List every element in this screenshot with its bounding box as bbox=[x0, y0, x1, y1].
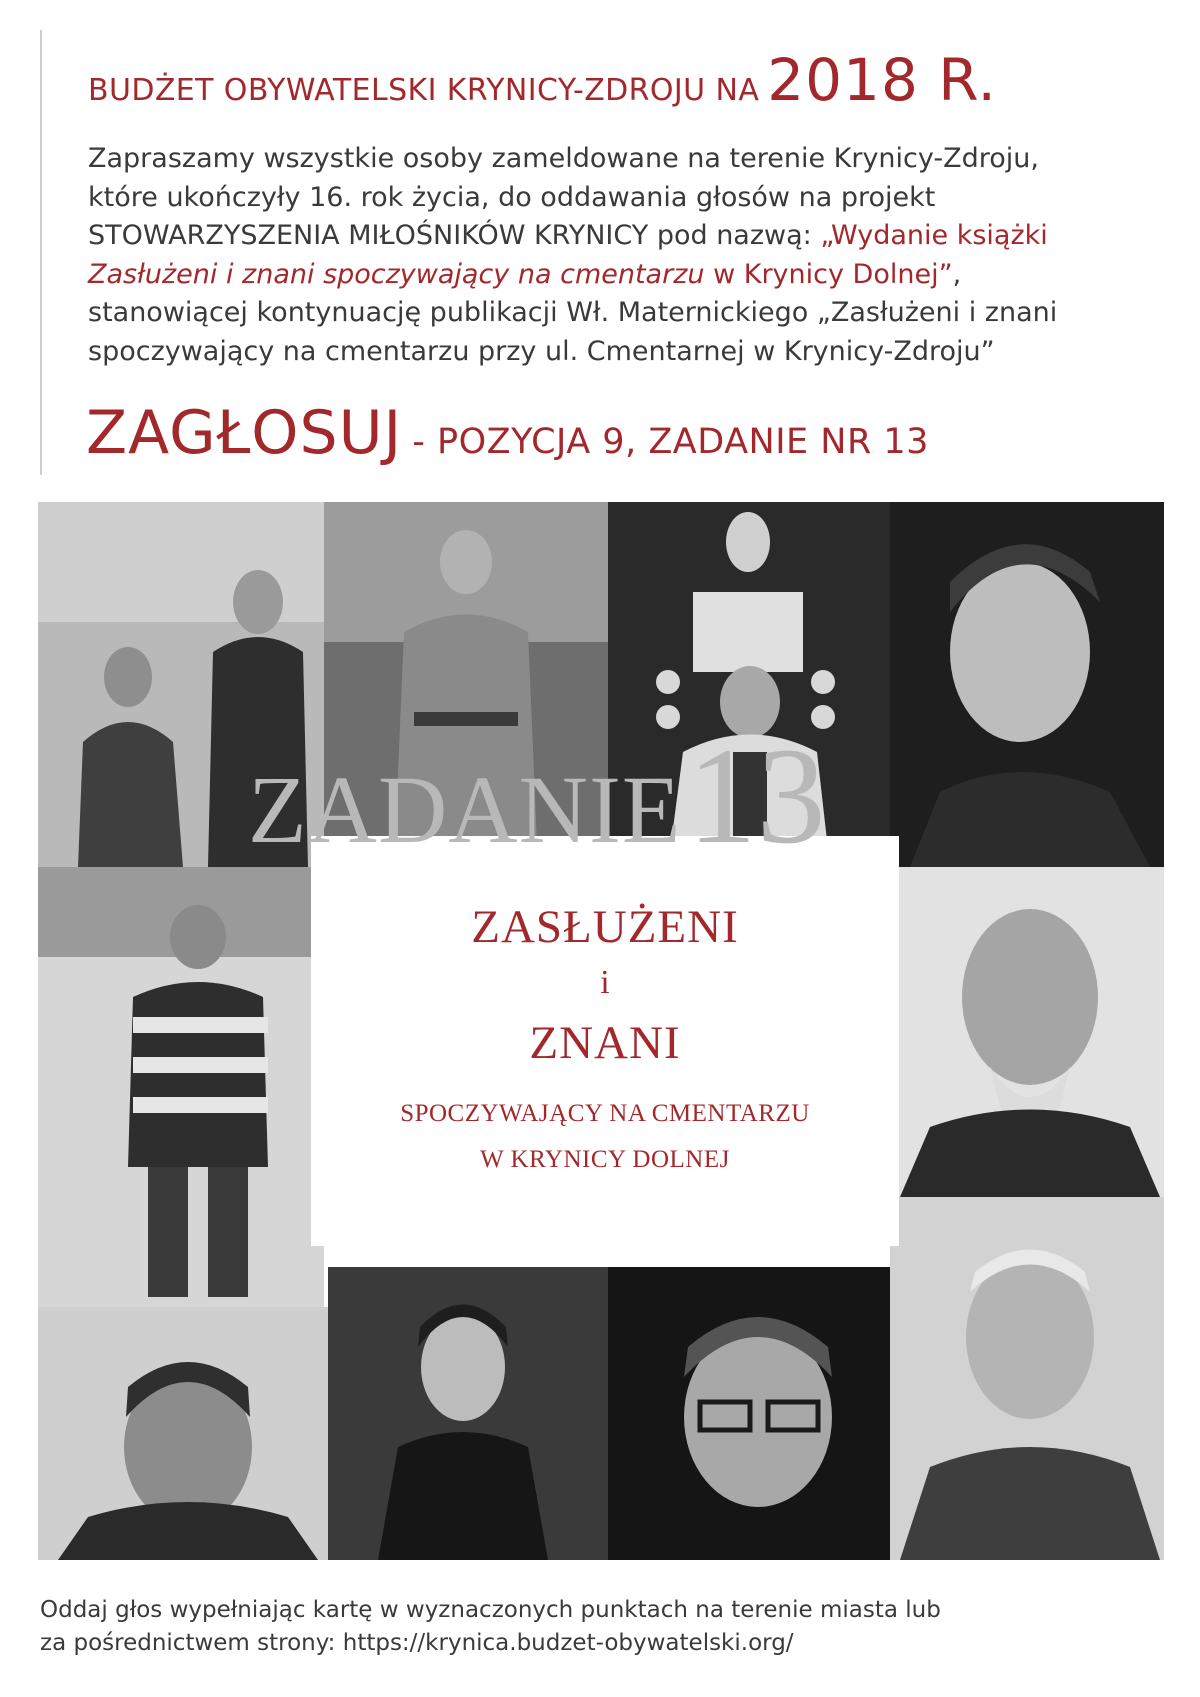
book-subtitle-line-1: SPOCZYWAJĄCY NA CMENTARZU bbox=[400, 1100, 810, 1127]
footer-line-2: za pośrednictwem strony: https://krynica.budzet-obywatelski.org/ bbox=[40, 1630, 794, 1656]
photo-hockey-player bbox=[38, 867, 324, 1307]
header-title-text: BUDŻET OBYWATELSKI KRYNICY-ZDROJU NA bbox=[88, 73, 760, 108]
book-title-line-1: ZASŁUŻENI bbox=[471, 901, 739, 953]
header-year: 2018 R. bbox=[767, 46, 997, 114]
overlay-word: ZADANIE bbox=[248, 756, 682, 863]
footer-line-1: Oddaj głos wypełniając kartę w wyznaczonych punktach na terenie miasta lub bbox=[40, 1597, 941, 1623]
book-cover-panel bbox=[311, 836, 899, 1246]
photo-bearded-man-image bbox=[890, 867, 1164, 1197]
intro-line-4 bbox=[88, 256, 1188, 295]
vote-big-text: ZAGŁOSUJ bbox=[86, 398, 403, 468]
intro-line-4-comma: , bbox=[952, 258, 962, 290]
photo-hockey-player-image bbox=[38, 867, 324, 1307]
footer-text bbox=[40, 1594, 1160, 1660]
book-subtitle-line-2: W KRYNICY DOLNEJ bbox=[480, 1146, 730, 1173]
overlay-number: 13 bbox=[687, 719, 826, 872]
photo-elderly-man-image bbox=[890, 1197, 1164, 1560]
photo-bearded-man bbox=[890, 867, 1164, 1197]
intro-line-3-project: „Wydanie książki bbox=[820, 220, 1048, 251]
vote-position-text: - POZYCJA 9, ZADANIE NR 13 bbox=[412, 422, 929, 462]
photo-woman bbox=[328, 1267, 608, 1560]
intro-line-6: spoczywający na cmentarzu przy ul. Cmentarnej w Krynicy-Zdroju” bbox=[88, 335, 995, 367]
intro-paragraph bbox=[88, 140, 1188, 371]
photo-man-skier bbox=[38, 1307, 328, 1560]
intro-line-4-project-title: Zasłużeni i znani spoczywający na cmentarzu bbox=[88, 258, 705, 290]
intro-line-5: stanowiącej kontynuację publikacji Wł. Maternickiego „Zasłużeni i znani bbox=[88, 297, 1058, 328]
vote-callout bbox=[86, 398, 1186, 468]
intro-line-4-project-end: w Krynicy Dolnej” bbox=[704, 258, 953, 290]
intro-line-2: które ukończyły 16. rok życia, do oddawania głosów na projekt bbox=[88, 181, 936, 213]
intro-line-1: Zapraszamy wszystkie osoby zameldowane na terenie Krynicy-Zdroju, bbox=[88, 143, 1039, 174]
left-divider-line bbox=[40, 30, 42, 475]
book-title-line-2: i bbox=[600, 964, 610, 1001]
task-number-overlay bbox=[248, 716, 1008, 872]
book-title-line-3: ZNANI bbox=[529, 1017, 681, 1069]
photo-woman-image bbox=[328, 1267, 608, 1560]
photo-woman-glasses-image bbox=[608, 1267, 890, 1560]
header-title bbox=[88, 46, 1178, 114]
intro-line-3-plain: STOWARZYSZENIA MIŁOŚNIKÓW KRYNICY pod nazwą: bbox=[88, 220, 821, 251]
photo-elderly-man bbox=[890, 1197, 1164, 1560]
photo-woman-glasses bbox=[608, 1267, 890, 1560]
intro-line-3 bbox=[88, 217, 1188, 256]
photo-man-skier-image bbox=[38, 1307, 328, 1560]
